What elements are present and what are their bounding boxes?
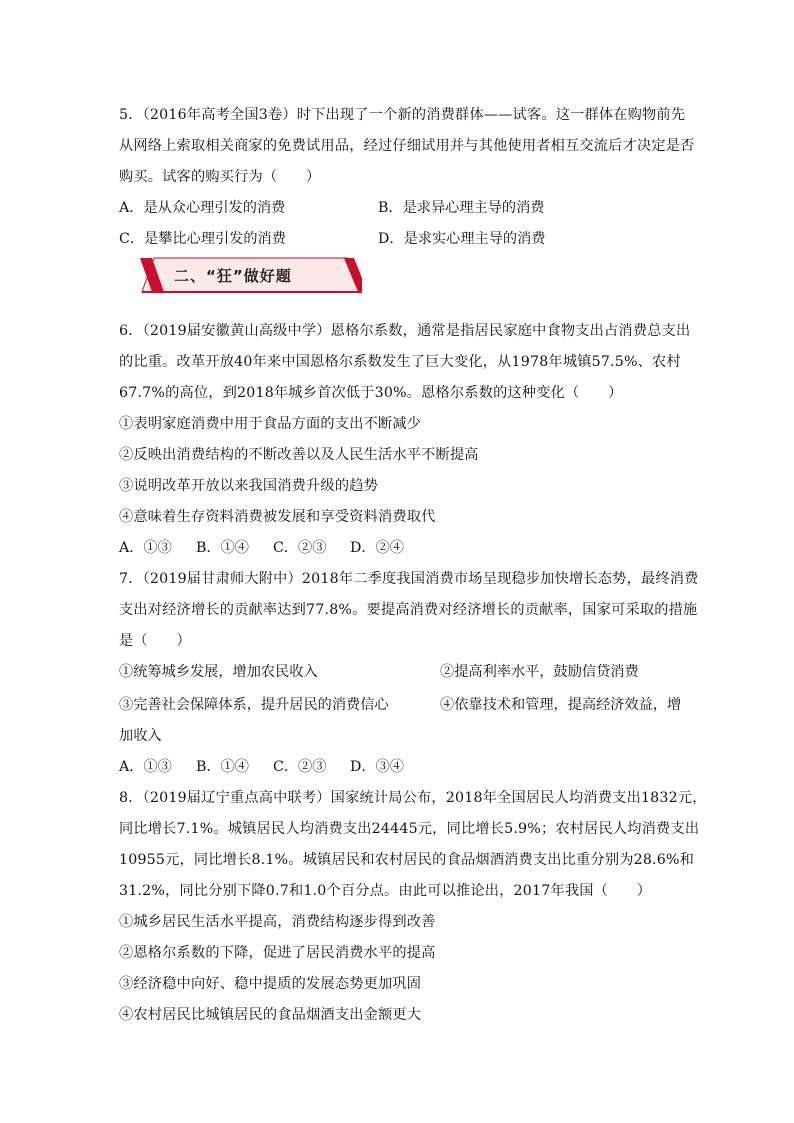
q8-item-4: ④农村居民比城镇居民的食品烟酒支出金额更大	[119, 1007, 422, 1023]
q6-option-b: B．①④	[196, 540, 249, 556]
q8-item-1: ①城乡居民生活水平提高，消费结构逐步得到改善	[119, 914, 436, 930]
q7-item-4: ④依靠技术和管理，提高经济效益，增	[440, 697, 682, 713]
q7-option-c: C．②③	[273, 759, 327, 775]
q5-option-c: C．是攀比心理引发的消费	[119, 231, 286, 247]
q5-option-d: D．是求实心理主导的消费	[378, 231, 546, 247]
q7-stem-line-2: 支出对经济增长的贡献率达到77.8%。要提高消费对经济增长的贡献率，国家可采取的措施	[119, 602, 698, 618]
q6-item-2: ②反映出消费结构的不断改善以及人民生活水平不断提高	[119, 447, 479, 463]
q6-stem-line-2: 的比重。改革开放40年来中国恩格尔系数发生了巨大变化，从1978年城镇57.5%、农村	[119, 354, 681, 370]
q7-option-d: D．③④	[350, 759, 404, 775]
q7-option-a: A．①③	[119, 759, 172, 775]
q7-item-4-continued: 加收入	[119, 728, 162, 744]
q6-item-4: ④意味着生存资料消费被发展和享受资料消费取代	[119, 509, 436, 525]
section-banner	[140, 256, 362, 294]
q8-item-3: ③经济稳中向好、稳中提质的发展态势更加巩固	[119, 976, 422, 992]
q7-item-3: ③完善社会保障体系，提升居民的消费信心	[119, 697, 389, 713]
q5-option-b: B．是求异心理主导的消费	[378, 200, 545, 216]
q5-stem-line-3: 购买。试客的购买行为（ ）	[119, 169, 321, 185]
q7-item-2: ②提高利率水平，鼓励信贷消费	[440, 664, 639, 680]
q6-option-a: A．①③	[119, 540, 172, 556]
q8-stem-line-2: 同比增长7.1%。城镇居民人均消费支出24445元，同比增长5.9%；农村居民人均消费支出	[119, 821, 700, 837]
q8-stem-line-1: 8．（2019届辽宁重点高中联考）国家统计局公布，2018年全国居民人均消费支出1832元，	[119, 790, 707, 806]
q6-stem-line-3: 67.7%的高位，到2018年城乡首次低于30%。恩格尔系数的这种变化（ ）	[119, 385, 623, 401]
q7-stem-line-3: 是（ ）	[119, 633, 191, 649]
q7-stem-line-1: 7．（2019届甘肃师大附中）2018年二季度我国消费市场呈现稳步加快增长态势，最终消费	[119, 571, 699, 587]
q6-item-1: ①表明家庭消费中用于食品方面的支出不断减少	[119, 416, 422, 432]
q5-stem-line-2: 从网络上索取相关商家的免费试用品，经过仔细试用并与其他使用者相互交流后才决定是否	[119, 138, 695, 154]
q5-option-a: A．是从众心理引发的消费	[119, 200, 286, 216]
q5-stem-line-1: 5．（2016年高考全国3卷）时下出现了一个新的消费群体——试客。这一群体在购物前先	[119, 107, 686, 123]
q7-item-1: ①统筹城乡发展，增加农民收入	[119, 664, 318, 680]
q8-stem-line-4: 31.2%，同比分别下降0.7和1.0个百分点。由此可以推论出，2017年我国（ ）	[119, 883, 652, 899]
q6-option-c: C．②③	[273, 540, 327, 556]
q7-option-b: B．①④	[196, 759, 249, 775]
q8-stem-line-3: 10955元，同比增长8.1%。城镇居民和农村居民的食品烟酒消费支出比重分别为28.6%和	[119, 852, 695, 868]
q6-item-3: ③说明改革开放以来我国消费升级的趋势	[119, 478, 378, 494]
q6-stem-line-1: 6．（2019届安徽黄山高级中学）恩格尔系数，通常是指居民家庭中食物支出占消费总支出	[119, 323, 691, 339]
q6-option-d: D．②④	[350, 540, 404, 556]
section-title: 二、“狂”做好题	[174, 267, 292, 285]
q8-item-2: ②恩格尔系数的下降，促进了居民消费水平的提高	[119, 945, 436, 961]
